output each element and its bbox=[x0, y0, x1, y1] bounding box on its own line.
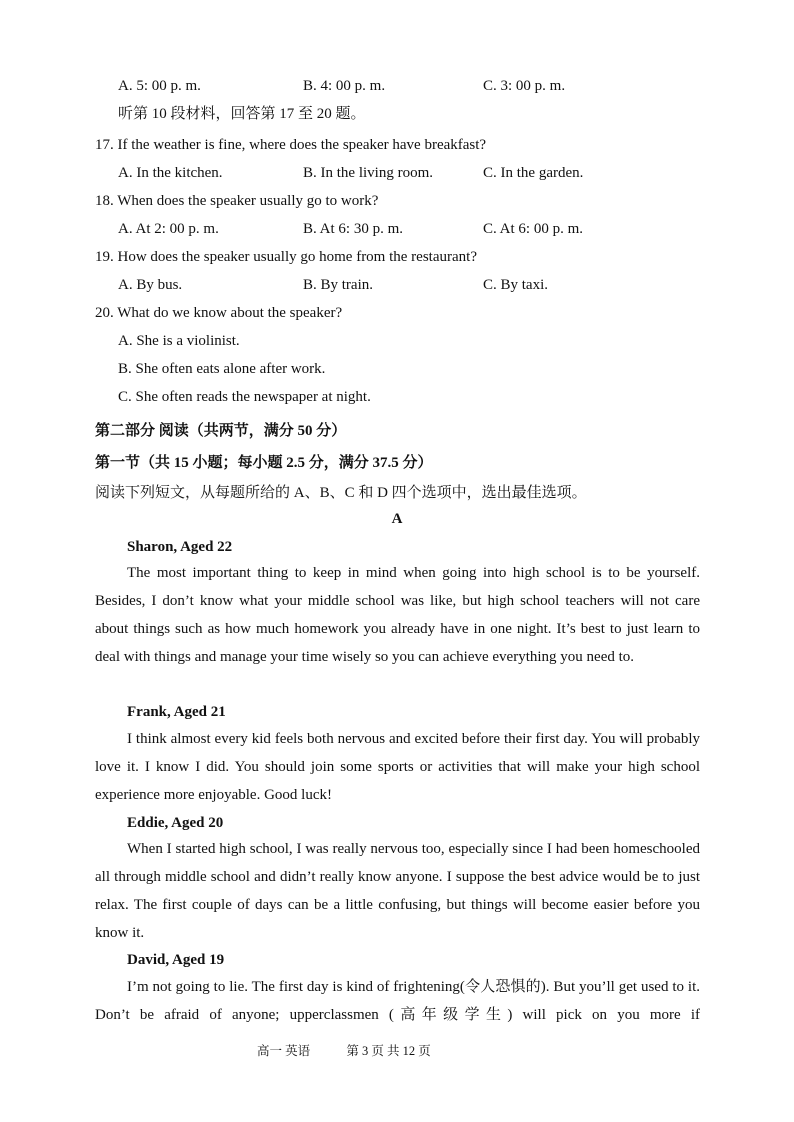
q16-option-c: C. 3: 00 p. m. bbox=[483, 78, 566, 94]
question-20: 20. What do we know about the speaker? bbox=[95, 305, 343, 321]
reading-section-title: 第一节（共 15 小题；每小题 2.5 分，满分 37.5 分） bbox=[95, 455, 433, 471]
question-19: 19. How does the speaker usually go home from the restaurant? bbox=[95, 249, 477, 265]
footer-page-number: 第 3 页 共 12 页 bbox=[346, 1044, 431, 1058]
q20-option-c: C. She often reads the newspaper at night. bbox=[118, 389, 371, 405]
q19-option-c: C. By taxi. bbox=[483, 277, 549, 293]
q19-option-a: A. By bus. bbox=[118, 277, 183, 293]
page-footer bbox=[257, 1041, 431, 1059]
passage-label: A bbox=[391, 511, 403, 527]
entry-text-david: I’m not going to lie. The first day is kind of frightening(令人恐惧的). But you’ll get used to it. Don’t be afraid of anyone; upperclassmen (高年级学生) will pick on you more if bbox=[95, 979, 700, 1023]
q18-option-c: C. At 6: 00 p. m. bbox=[483, 221, 584, 237]
entry-name-eddie: Eddie, Aged 20 bbox=[127, 815, 224, 831]
q19-option-b: B. By train. bbox=[303, 277, 373, 293]
q18-option-b: B. At 6: 30 p. m. bbox=[303, 221, 404, 237]
q20-option-a: A. She is a violinist. bbox=[118, 333, 240, 349]
q20-option-b: B. She often eats alone after work. bbox=[118, 361, 326, 377]
q17-option-a: A. In the kitchen. bbox=[118, 165, 223, 181]
entry-name-david: David, Aged 19 bbox=[127, 952, 225, 968]
q17-option-c: C. In the garden. bbox=[483, 165, 584, 181]
entry-text-frank: I think almost every kid feels both nervous and excited before their first day. You will probably love it. I know I did. You should join some sports or activities that will make your high school experience more enjoyable. Good luck! bbox=[95, 731, 700, 803]
footer-subject: 高一 英语 bbox=[257, 1044, 311, 1058]
reading-part-title: 第二部分 阅读（共两节，满分 50 分） bbox=[95, 423, 347, 439]
q16-option-a: A. 5: 00 p. m. bbox=[118, 78, 201, 94]
question-18: 18. When does the speaker usually go to work? bbox=[95, 193, 379, 209]
entry-text-sharon: The most important thing to keep in mind when going into high school is to be yourself. Besides, I don’t know what your middle school was like, but high school teachers will not care about things such as how much homework you already have in one night. It’s best to just learn to deal with things and manage your time wisely so you can achieve everything you need to. bbox=[95, 565, 700, 665]
q17-option-b: B. In the living room. bbox=[303, 165, 433, 181]
q16-option-b: B. 4: 00 p. m. bbox=[303, 78, 386, 94]
material10-instruction: 听第 10 段材料，回答第 17 至 20 题。 bbox=[118, 106, 366, 122]
reading-instruction: 阅读下列短文，从每题所给的 A、B、C 和 D 四个选项中，选出最佳选项。 bbox=[95, 485, 587, 501]
question-17: 17. If the weather is fine, where does the speaker have breakfast? bbox=[95, 137, 487, 153]
entry-name-frank: Frank, Aged 21 bbox=[127, 704, 226, 720]
q18-option-a: A. At 2: 00 p. m. bbox=[118, 221, 219, 237]
entry-name-sharon: Sharon, Aged 22 bbox=[127, 539, 233, 555]
entry-text-eddie: When I started high school, I was really nervous too, especially since I had been homeschooled all through middle school and didn’t really know anyone. I suppose the best advice would be to just relax. The first couple of days can be a little confusing, but things will become easier before you know it. bbox=[95, 841, 700, 941]
